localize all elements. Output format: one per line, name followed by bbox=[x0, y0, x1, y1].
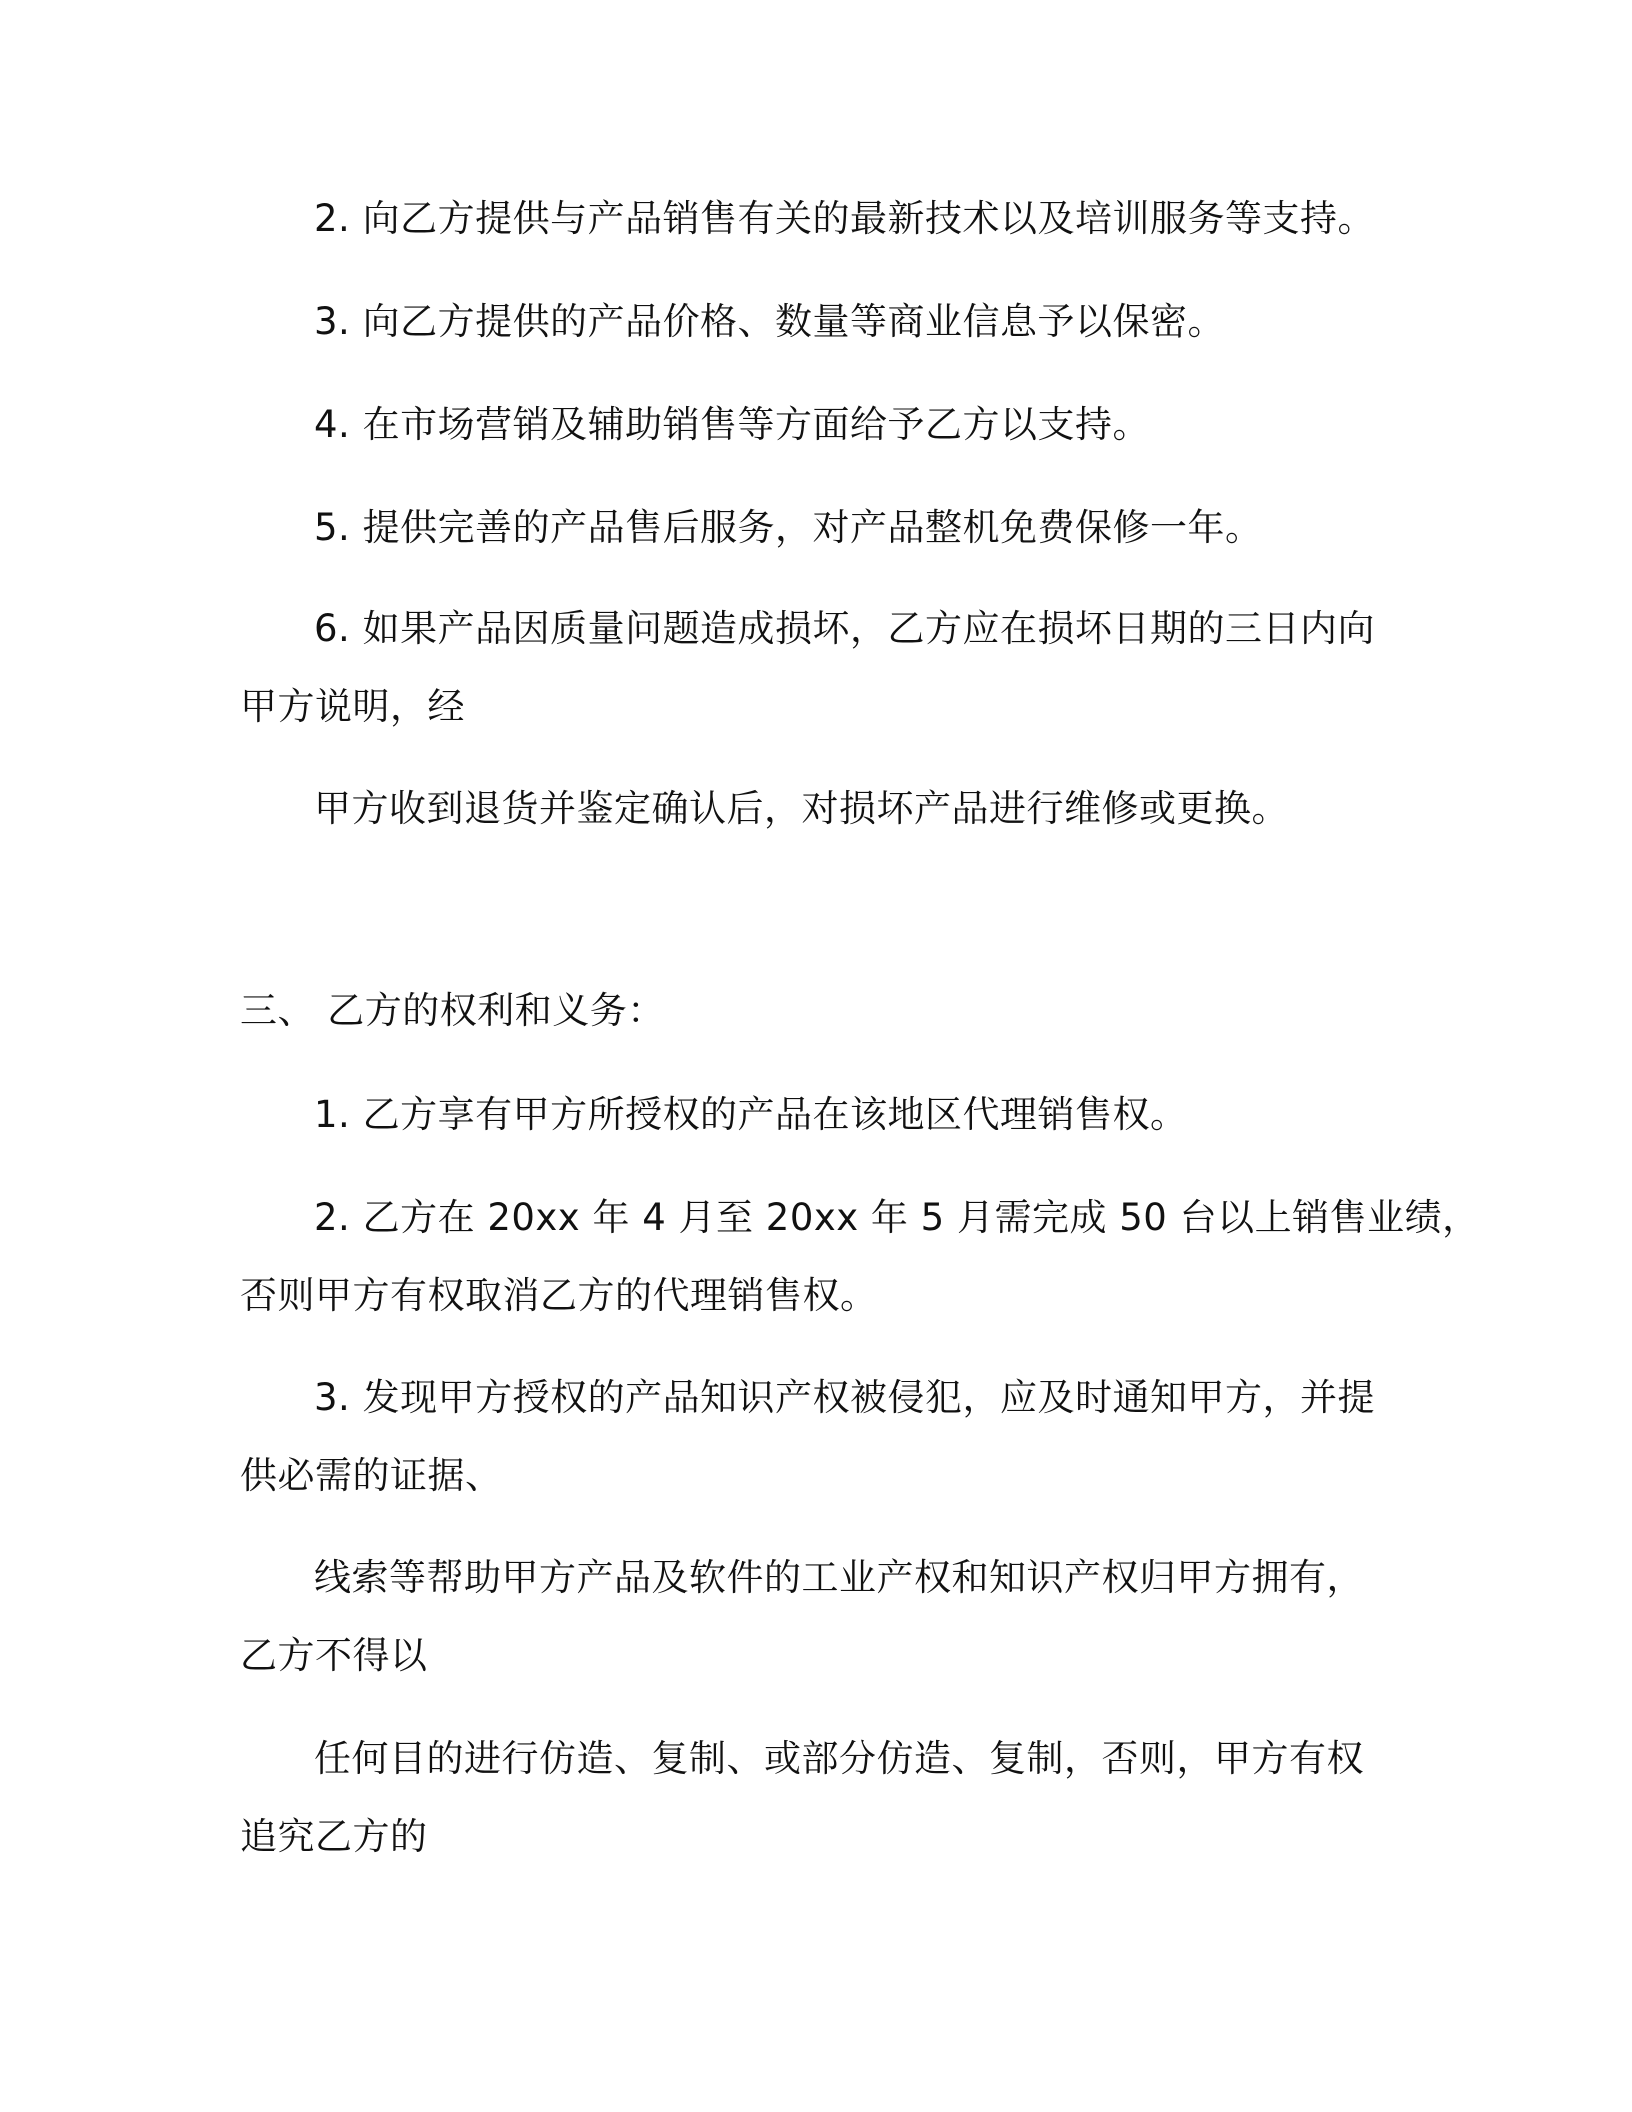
continuation-line-1: 线索等帮助甲方产品及软件的工业产权和知识产权归甲方拥有， bbox=[314, 1556, 1364, 1599]
continuation-line-4: 追究乙方的 bbox=[240, 1815, 428, 1858]
clause-5-line: 5. 提供完善的产品售后服务，对产品整机免费保修一年。 bbox=[314, 506, 1263, 549]
continuation-line-3: 任何目的进行仿造、复制、或部分仿造、复制，否则，甲方有权 bbox=[314, 1737, 1364, 1780]
clause-6-continuation: 甲方收到退货并鉴定确认后，对损坏产品进行维修或更换。 bbox=[314, 787, 1289, 830]
clause-3-line: 3. 向乙方提供的产品价格、数量等商业信息予以保密。 bbox=[314, 300, 1226, 343]
party-b-clause-2-line-1: 2. 乙方在 20xx 年 4 月至 20xx 年 5 月需完成 50 台以上销售业绩， bbox=[314, 1196, 1480, 1239]
clause-2-line: 2. 向乙方提供与产品销售有关的最新技术以及培训服务等支持。 bbox=[314, 197, 1376, 240]
section-heading: 三、 乙方的权利和义务： bbox=[240, 989, 665, 1032]
party-b-clause-1: 1. 乙方享有甲方所授权的产品在该地区代理销售权。 bbox=[314, 1093, 1188, 1136]
clause-6-line-1: 6. 如果产品因质量问题造成损坏，乙方应在损坏日期的三日内向 bbox=[314, 607, 1376, 650]
clause-4-line: 4. 在市场营销及辅助销售等方面给予乙方以支持。 bbox=[314, 403, 1151, 446]
party-b-clause-3-line-1: 3. 发现甲方授权的产品知识产权被侵犯，应及时通知甲方，并提 bbox=[314, 1376, 1376, 1419]
party-b-clause-2-line-2: 否则甲方有权取消乙方的代理销售权。 bbox=[240, 1274, 878, 1317]
party-b-clause-3-line-2: 供必需的证据、 bbox=[240, 1454, 503, 1497]
continuation-line-2: 乙方不得以 bbox=[240, 1634, 428, 1677]
clause-6-line-2: 甲方说明，经 bbox=[240, 685, 465, 728]
